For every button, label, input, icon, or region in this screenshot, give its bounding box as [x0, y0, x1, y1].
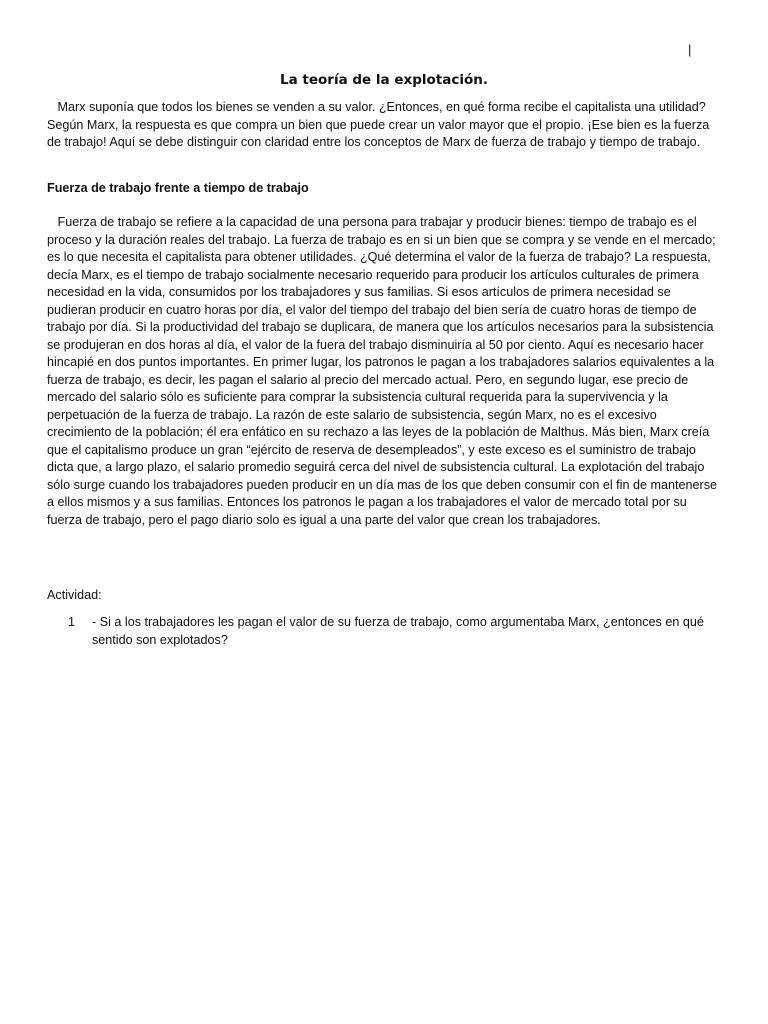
page-marker: |	[688, 42, 692, 57]
body-paragraph	[47, 214, 723, 529]
activity-list-item	[47, 614, 723, 649]
intro-paragraph	[47, 99, 723, 152]
page-title: La teoría de la explotación.	[280, 72, 488, 88]
activity-item-text: - Si a los trabajadores les pagan el valor de su fuerza de trabajo, como argumentaba Marx, ¿entonces en qué sentido son explotados?	[92, 615, 704, 647]
activity-item-number: 1	[68, 615, 76, 629]
intro-paragraph-text: Marx suponía que todos los bienes se venden a su valor. ¿Entonces, en qué forma recibe el capitalista una utilidad? Según Marx, la respuesta es que compra un bien que puede crear un valor mayor que el propio. ¡Ese bien es la fuerza de trabajo! Aquí se debe distinguir con claridad entre los conceptos de Marx de fuerza de trabajo y tiempo de trabajo.	[47, 100, 710, 149]
activity-label: Actividad:	[47, 588, 102, 602]
body-paragraph-text: Fuerza de trabajo se refiere a la capacidad de una persona para trabajar y producir bienes: tiempo de trabajo es el proceso y la duración reales del trabajo. La fuerza de trabajo es en si un bien que se compra y se vende en el mercado; es lo que necesita el capitalista para obtener utilidades. ¿Qué determina el valor de la fuerza de trabajo? La respuesta, decía Marx, es el tiempo de trabajo socialmente necesario requerido para producir los artículos culturales de primera necesidad en la vida, consumidos por los trabajadores y sus familias. Si esos artículos de primera necesidad se pudieran producir en cuatro horas por día, el valor del tiempo del trabajo del bien sería de cuatro horas de tiempo de trabajo por día. Si la productividad del trabajo se duplicara, de manera que los artículos necesarios para la subsistencia se produjeran en dos horas al día, el valor de la fuera del trabajo disminuiría al 50 por ciento. Aquí es necesario hacer hincapié en dos puntos importantes. En primer lugar, los patronos le pagan a los trabajadores salarios equivalentes a la fuerza de trabajo, es decir, les pagan el salario al precio del mercado actual. Pero, en segundo lugar, ese precio de mercado del salario sólo es suficiente para comprar la subsistencia cultural requerida para la supervivencia y la perpetuación de la fuerza de trabajo. La razón de este salario de subsistencia, según Marx, no es el excesivo crecimiento de la población; él era enfático en su rechazo a las leyes de la población de Malthus. Más bien, Marx creía que el capitalismo produce un gran “ejército de reserva de desempleados”, y este exceso es el suministro de trabajo dicta que, a largo plazo, el salario promedio seguirá cerca del nivel de subsistencia cultural. La explotación del trabajo sólo surge cuando los trabajadores pueden producir en un día mas de los que deben consumir con el fin de mantenerse a ellos mismos y a sus familias. Entonces los patronos le pagan a los trabajadores el valor de mercado total por su fuerza de trabajo, pero el pago diario solo es igual a una parte del valor que crean los trabajadores.	[47, 215, 717, 527]
section-subheading: Fuerza de trabajo frente a tiempo de trabajo	[47, 181, 309, 195]
